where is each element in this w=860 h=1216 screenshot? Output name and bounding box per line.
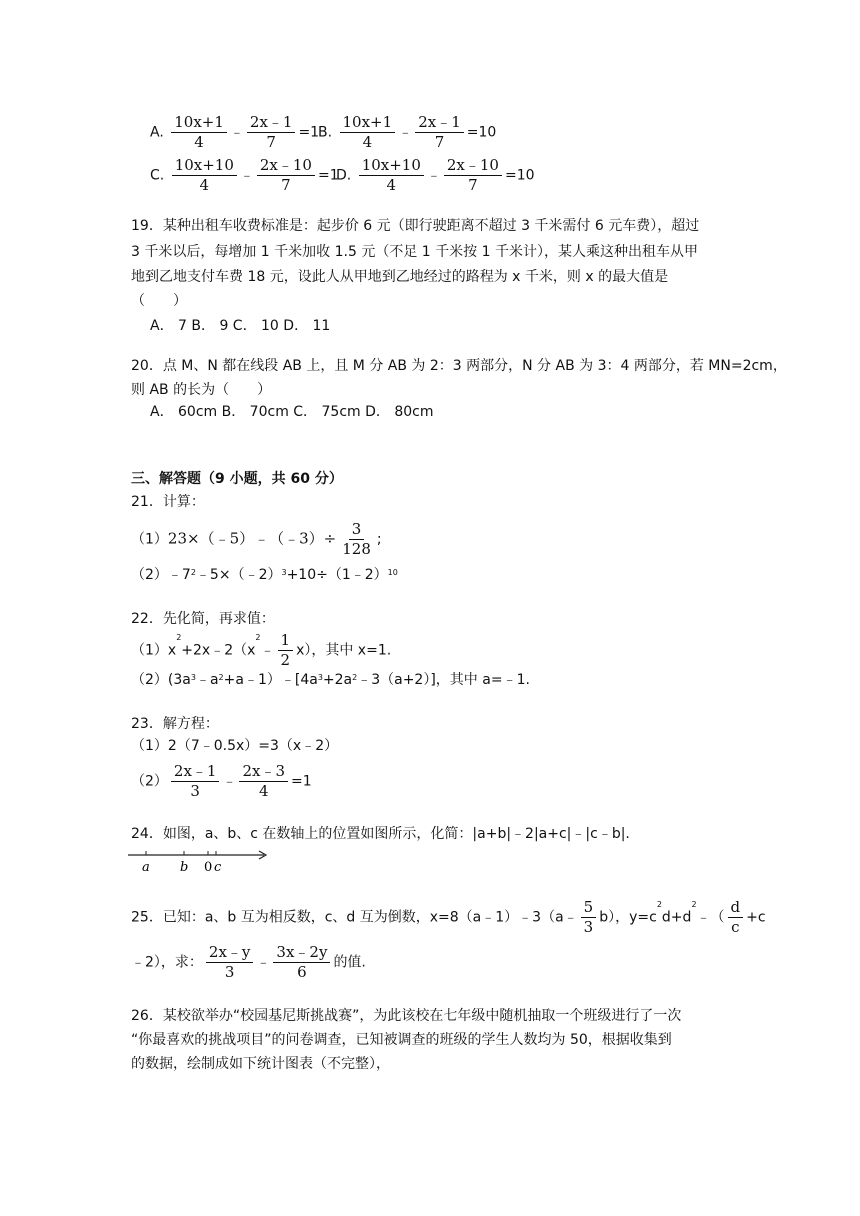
rhs: =1 xyxy=(317,167,339,184)
q21-part-1 xyxy=(131,520,382,559)
numerator: 2x﹣y xyxy=(206,943,253,963)
option-label: B. xyxy=(318,124,333,141)
q18-option-d xyxy=(336,156,535,195)
rhs: =10 xyxy=(504,167,535,184)
q18-option-a xyxy=(150,113,319,152)
fraction xyxy=(359,156,424,195)
part-label: （1） xyxy=(131,531,168,548)
q21-part-2 xyxy=(131,566,398,584)
numerator: 2x﹣1 xyxy=(171,762,220,782)
denominator: 7 xyxy=(266,133,276,151)
q19-line-1: 19．某种出租车收费标准是：起步价 6 元（即行驶距离不超过 3 千米需付 6 元车费），超过 xyxy=(131,218,700,234)
fraction xyxy=(171,113,227,152)
expression: 的值. xyxy=(333,954,366,971)
rhs: =10 xyxy=(466,124,497,141)
numerator: 1 xyxy=(278,631,294,651)
exponent: 3 xyxy=(317,673,323,682)
q26-line-3: 的数据，绘制成如下统计图表（不完整）， xyxy=(131,1056,390,1072)
exponent: 3 xyxy=(190,673,196,682)
option-label: A. xyxy=(150,124,164,141)
numerator: 5 xyxy=(581,898,597,918)
numerator: 10x+1 xyxy=(340,113,396,133)
q19-line-2: 3 千米以后，每增加 1 千米加收 1.5 元（不足 1 千米按 1 千米计），某人乘这种出租车从甲 xyxy=(131,244,698,260)
q19-options: A． 7 B． 9 C． 10 D． 11 xyxy=(150,318,331,334)
option-label: D. xyxy=(336,167,352,184)
numerator: 10x+1 xyxy=(171,113,227,133)
numerator: 2x﹣10 xyxy=(444,156,502,176)
denominator: 7 xyxy=(434,133,445,151)
minus-sign: ﹣ xyxy=(229,124,244,141)
q20-line-1: 20．点 M、N 都在线段 AB 上，且 M 分 AB 为 2：3 两部分，N 分 AB 为 3：4 两部分，若 MN=2cm， xyxy=(131,358,787,374)
expression: ﹣ xyxy=(260,642,275,659)
fraction xyxy=(273,943,330,982)
option-label: C. xyxy=(150,167,165,184)
denominator: 6 xyxy=(297,963,307,981)
fraction xyxy=(172,156,237,195)
expression: ﹣a xyxy=(195,672,219,688)
numerator: 10x+10 xyxy=(359,156,424,176)
fraction xyxy=(278,631,294,670)
expression: 23×（﹣5）﹣（﹣3）÷ xyxy=(167,529,337,548)
q25-line-2 xyxy=(131,943,366,982)
denominator: 128 xyxy=(342,540,371,558)
expression: （1）x xyxy=(131,642,177,659)
minus-sign: ﹣ xyxy=(239,167,254,184)
axis-label-a: a xyxy=(142,860,150,875)
q23-title: 23．解方程： xyxy=(131,716,219,732)
exponent: 10 xyxy=(387,568,398,577)
fraction xyxy=(340,113,396,152)
minus-sign: ﹣ xyxy=(222,773,237,790)
denominator: 2 xyxy=(280,651,291,669)
axis-label-b: b xyxy=(180,860,189,875)
part-label: （2） xyxy=(131,567,168,583)
expression: ﹣3（a+2）]，其中 a=﹣1. xyxy=(357,672,530,688)
expression: ﹣7 xyxy=(167,567,191,583)
expression: +10÷（1﹣2） xyxy=(286,567,388,583)
numerator: 2x﹣10 xyxy=(257,156,315,176)
q20-line-2: 则 AB 的长为（ ） xyxy=(131,382,272,398)
denominator: 3 xyxy=(583,918,594,936)
denominator: 4 xyxy=(194,133,204,151)
expression: x），其中 x=1. xyxy=(296,642,392,659)
q21-title: 21．计算： xyxy=(131,494,205,510)
minus-sign: ﹣ xyxy=(398,124,413,141)
q24-text: 24．如图，a、b、c 在数轴上的位置如图所示，化简：|a+b|﹣2|a+c|﹣|c﹣b|. xyxy=(131,826,630,842)
q20-options: A． 60cm B． 70cm C． 75cm D． 80cm xyxy=(150,404,434,420)
numerator: 3 xyxy=(349,520,365,540)
fraction xyxy=(728,898,744,937)
denominator: 3 xyxy=(224,963,235,981)
exponent: 2 xyxy=(656,900,662,909)
q23-part-1: （1）2（7﹣0.5x）=3（x﹣2） xyxy=(131,738,339,754)
q25-line-1 xyxy=(131,898,766,937)
q22-title: 22．先化简，再求值： xyxy=(131,611,275,627)
denominator: 7 xyxy=(281,176,291,194)
q23-part-2 xyxy=(131,762,312,801)
exponent: 2 xyxy=(255,633,261,642)
q26-line-1: 26．某校欲举办“校园基尼斯挑战赛”，为此该校在七年级中随机抽取一个班级进行了一次 xyxy=(131,1008,682,1024)
minus-sign: ﹣ xyxy=(426,167,441,184)
expression: ﹣5×（﹣2） xyxy=(195,567,282,583)
expression: d+d xyxy=(661,909,692,926)
q22-part-2 xyxy=(131,671,530,689)
exponent: 2 xyxy=(176,633,182,642)
number-line xyxy=(126,845,276,875)
expression: ﹣2），求： xyxy=(131,954,203,971)
exponent: 2 xyxy=(190,568,196,577)
exponent: 2 xyxy=(691,900,697,909)
q18-option-c xyxy=(150,156,339,195)
rhs: =1 xyxy=(291,773,312,790)
fraction xyxy=(581,898,597,937)
expression: +2x﹣2（x xyxy=(181,642,256,659)
exponent: 3 xyxy=(281,568,287,577)
expression: +a﹣1）﹣[4a xyxy=(223,672,318,688)
q26-line-2: “你最喜欢的挑战项目”的问卷调查，已知被调查的班级的学生人数均为 50，根据收集到 xyxy=(131,1032,672,1048)
denominator: 4 xyxy=(258,782,269,800)
denominator: 7 xyxy=(468,176,478,194)
numerator: d xyxy=(728,898,744,918)
axis-label-0: 0 xyxy=(204,860,213,875)
fraction xyxy=(247,113,296,152)
numerator: 2x﹣3 xyxy=(239,762,288,782)
axis-label-c: c xyxy=(214,860,222,875)
denominator: c xyxy=(731,918,740,936)
rhs: =1 xyxy=(298,124,320,141)
numerator: 3x﹣2y xyxy=(273,943,330,963)
expression: +c xyxy=(746,909,766,926)
denominator: 4 xyxy=(386,176,397,194)
expression: +2a xyxy=(322,672,353,688)
fraction xyxy=(171,762,220,801)
numerator: 2x﹣1 xyxy=(415,113,464,133)
denominator: 4 xyxy=(362,133,373,151)
denominator: 4 xyxy=(199,176,210,194)
numerator: 10x+10 xyxy=(172,156,237,176)
minus-sign: ﹣ xyxy=(256,954,271,971)
expression: （2）(3a xyxy=(131,672,191,688)
expression: ﹣（ xyxy=(696,909,725,926)
expression: 25．已知：a、b 互为相反数，c、d 互为倒数，x=8（a﹣1）﹣3（a﹣ xyxy=(131,909,578,926)
semicolon: ; xyxy=(376,531,382,548)
fraction xyxy=(239,762,288,801)
q19-line-4: （ ） xyxy=(131,293,187,309)
fraction xyxy=(415,113,464,152)
numerator: 2x﹣1 xyxy=(247,113,296,133)
exponent: 2 xyxy=(352,673,358,682)
fraction xyxy=(206,943,253,982)
exponent: 2 xyxy=(218,673,224,682)
fraction xyxy=(444,156,502,195)
fraction xyxy=(339,520,374,559)
expression: b），y=c xyxy=(599,909,657,926)
fraction xyxy=(257,156,315,195)
part-label: （2） xyxy=(131,773,168,790)
q19-line-3: 地到乙地支付车费 18 元，设此人从甲地到乙地经过的路程为 x 千米，则 x 的最大值是 xyxy=(131,269,669,285)
q22-part-1 xyxy=(131,631,391,670)
q18-option-b xyxy=(318,113,496,152)
section-heading: 三、解答题（9 小题，共 60 分） xyxy=(131,471,343,487)
denominator: 3 xyxy=(190,782,200,800)
